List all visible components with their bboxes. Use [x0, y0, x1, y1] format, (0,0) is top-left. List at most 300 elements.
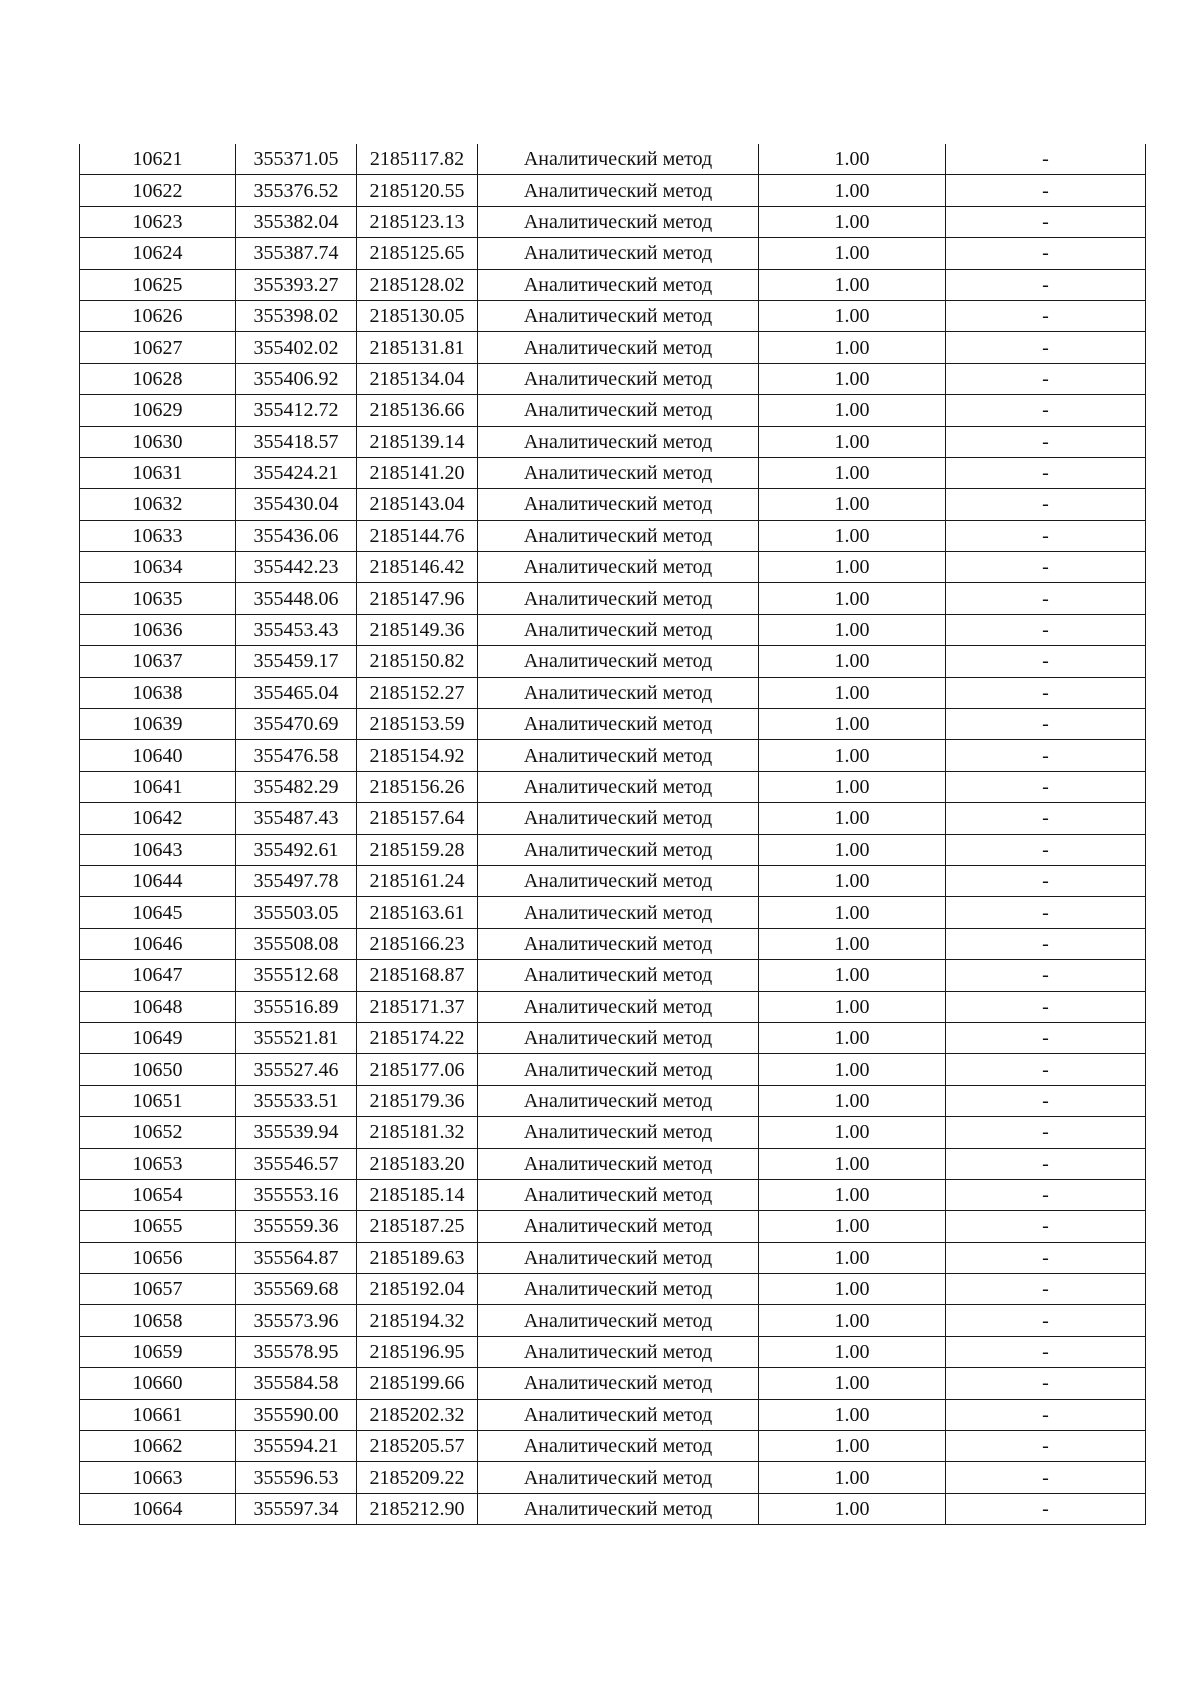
accuracy-cell: 1.00: [759, 1054, 946, 1085]
y-coordinate-cell: 2185179.36: [357, 1085, 478, 1116]
method-cell: Аналитический метод: [478, 238, 759, 269]
point-number-cell: 10651: [80, 1085, 236, 1116]
accuracy-cell: 1.00: [759, 1368, 946, 1399]
x-coordinate-cell: 355418.57: [236, 426, 357, 457]
y-coordinate-cell: 2185131.81: [357, 332, 478, 363]
accuracy-cell: 1.00: [759, 175, 946, 206]
description-cell: -: [946, 426, 1146, 457]
description-cell: -: [946, 300, 1146, 331]
x-coordinate-cell: 355521.81: [236, 1022, 357, 1053]
y-coordinate-cell: 2185177.06: [357, 1054, 478, 1085]
accuracy-cell: 1.00: [759, 1431, 946, 1462]
x-coordinate-cell: 355412.72: [236, 395, 357, 426]
description-cell: -: [946, 269, 1146, 300]
description-cell: -: [946, 1211, 1146, 1242]
accuracy-cell: 1.00: [759, 865, 946, 896]
accuracy-cell: 1.00: [759, 834, 946, 865]
table-row: [80, 1179, 1146, 1210]
method-cell: Аналитический метод: [478, 1085, 759, 1116]
point-number-cell: 10624: [80, 238, 236, 269]
description-cell: -: [946, 677, 1146, 708]
description-cell: -: [946, 1336, 1146, 1367]
x-coordinate-cell: 355436.06: [236, 520, 357, 551]
x-coordinate-cell: 355559.36: [236, 1211, 357, 1242]
x-coordinate-cell: 355402.02: [236, 332, 357, 363]
table-row: [80, 677, 1146, 708]
table-row: [80, 206, 1146, 237]
description-cell: -: [946, 834, 1146, 865]
accuracy-cell: 1.00: [759, 1305, 946, 1336]
table-row: [80, 1117, 1146, 1148]
accuracy-cell: 1.00: [759, 300, 946, 331]
point-number-cell: 10664: [80, 1493, 236, 1524]
point-number-cell: 10641: [80, 771, 236, 802]
description-cell: -: [946, 803, 1146, 834]
table-row: [80, 1054, 1146, 1085]
y-coordinate-cell: 2185171.37: [357, 991, 478, 1022]
description-cell: -: [946, 897, 1146, 928]
method-cell: Аналитический метод: [478, 1431, 759, 1462]
table-row: [80, 1274, 1146, 1305]
description-cell: -: [946, 1148, 1146, 1179]
method-cell: Аналитический метод: [478, 1274, 759, 1305]
accuracy-cell: 1.00: [759, 677, 946, 708]
point-number-cell: 10632: [80, 489, 236, 520]
y-coordinate-cell: 2185196.95: [357, 1336, 478, 1367]
y-coordinate-cell: 2185189.63: [357, 1242, 478, 1273]
description-cell: -: [946, 520, 1146, 551]
accuracy-cell: 1.00: [759, 269, 946, 300]
point-number-cell: 10643: [80, 834, 236, 865]
accuracy-cell: 1.00: [759, 520, 946, 551]
method-cell: Аналитический метод: [478, 865, 759, 896]
point-number-cell: 10630: [80, 426, 236, 457]
method-cell: Аналитический метод: [478, 552, 759, 583]
description-cell: -: [946, 206, 1146, 237]
method-cell: Аналитический метод: [478, 1242, 759, 1273]
method-cell: Аналитический метод: [478, 677, 759, 708]
y-coordinate-cell: 2185150.82: [357, 646, 478, 677]
table-row: [80, 1085, 1146, 1116]
description-cell: -: [946, 1431, 1146, 1462]
point-number-cell: 10623: [80, 206, 236, 237]
method-cell: Аналитический метод: [478, 395, 759, 426]
point-number-cell: 10647: [80, 960, 236, 991]
description-cell: -: [946, 740, 1146, 771]
x-coordinate-cell: 355533.51: [236, 1085, 357, 1116]
description-cell: -: [946, 865, 1146, 896]
x-coordinate-cell: 355470.69: [236, 709, 357, 740]
method-cell: Аналитический метод: [478, 803, 759, 834]
point-number-cell: 10642: [80, 803, 236, 834]
y-coordinate-cell: 2185159.28: [357, 834, 478, 865]
accuracy-cell: 1.00: [759, 646, 946, 677]
accuracy-cell: 1.00: [759, 457, 946, 488]
x-coordinate-cell: 355482.29: [236, 771, 357, 802]
method-cell: Аналитический метод: [478, 1368, 759, 1399]
table-row: [80, 1368, 1146, 1399]
accuracy-cell: 1.00: [759, 1117, 946, 1148]
y-coordinate-cell: 2185212.90: [357, 1493, 478, 1524]
table-row: [80, 457, 1146, 488]
table-row: [80, 991, 1146, 1022]
table-row: [80, 1431, 1146, 1462]
x-coordinate-cell: 355594.21: [236, 1431, 357, 1462]
description-cell: -: [946, 583, 1146, 614]
y-coordinate-cell: 2185120.55: [357, 175, 478, 206]
method-cell: Аналитический метод: [478, 1022, 759, 1053]
table-row: [80, 960, 1146, 991]
method-cell: Аналитический метод: [478, 457, 759, 488]
y-coordinate-cell: 2185187.25: [357, 1211, 478, 1242]
description-cell: -: [946, 1493, 1146, 1524]
accuracy-cell: 1.00: [759, 803, 946, 834]
y-coordinate-cell: 2185185.14: [357, 1179, 478, 1210]
description-cell: -: [946, 175, 1146, 206]
x-coordinate-cell: 355508.08: [236, 928, 357, 959]
y-coordinate-cell: 2185154.92: [357, 740, 478, 771]
x-coordinate-cell: 355393.27: [236, 269, 357, 300]
x-coordinate-cell: 355487.43: [236, 803, 357, 834]
point-number-cell: 10622: [80, 175, 236, 206]
method-cell: Аналитический метод: [478, 1399, 759, 1430]
description-cell: -: [946, 1117, 1146, 1148]
point-number-cell: 10652: [80, 1117, 236, 1148]
x-coordinate-cell: 355453.43: [236, 614, 357, 645]
y-coordinate-cell: 2185181.32: [357, 1117, 478, 1148]
method-cell: Аналитический метод: [478, 489, 759, 520]
description-cell: -: [946, 144, 1146, 175]
method-cell: Аналитический метод: [478, 1148, 759, 1179]
point-number-cell: 10659: [80, 1336, 236, 1367]
y-coordinate-cell: 2185125.65: [357, 238, 478, 269]
y-coordinate-cell: 2185183.20: [357, 1148, 478, 1179]
table-row: [80, 395, 1146, 426]
y-coordinate-cell: 2185141.20: [357, 457, 478, 488]
method-cell: Аналитический метод: [478, 771, 759, 802]
y-coordinate-cell: 2185146.42: [357, 552, 478, 583]
point-number-cell: 10660: [80, 1368, 236, 1399]
y-coordinate-cell: 2185147.96: [357, 583, 478, 614]
y-coordinate-cell: 2185166.23: [357, 928, 478, 959]
method-cell: Аналитический метод: [478, 1493, 759, 1524]
y-coordinate-cell: 2185136.66: [357, 395, 478, 426]
table-row: [80, 552, 1146, 583]
x-coordinate-cell: 355590.00: [236, 1399, 357, 1430]
x-coordinate-cell: 355564.87: [236, 1242, 357, 1273]
table-row: [80, 520, 1146, 551]
description-cell: -: [946, 1399, 1146, 1430]
point-number-cell: 10637: [80, 646, 236, 677]
description-cell: -: [946, 238, 1146, 269]
x-coordinate-cell: 355398.02: [236, 300, 357, 331]
description-cell: -: [946, 1368, 1146, 1399]
description-cell: -: [946, 1022, 1146, 1053]
accuracy-cell: 1.00: [759, 1211, 946, 1242]
table-row: [80, 897, 1146, 928]
y-coordinate-cell: 2185202.32: [357, 1399, 478, 1430]
y-coordinate-cell: 2185128.02: [357, 269, 478, 300]
description-cell: -: [946, 709, 1146, 740]
accuracy-cell: 1.00: [759, 489, 946, 520]
description-cell: -: [946, 552, 1146, 583]
description-cell: -: [946, 1462, 1146, 1493]
y-coordinate-cell: 2185161.24: [357, 865, 478, 896]
y-coordinate-cell: 2185130.05: [357, 300, 478, 331]
x-coordinate-cell: 355539.94: [236, 1117, 357, 1148]
accuracy-cell: 1.00: [759, 144, 946, 175]
table-row: [80, 300, 1146, 331]
table-row: [80, 803, 1146, 834]
accuracy-cell: 1.00: [759, 991, 946, 1022]
point-number-cell: 10661: [80, 1399, 236, 1430]
table-row: [80, 1305, 1146, 1336]
method-cell: Аналитический метод: [478, 897, 759, 928]
x-coordinate-cell: 355492.61: [236, 834, 357, 865]
x-coordinate-cell: 355546.57: [236, 1148, 357, 1179]
x-coordinate-cell: 355424.21: [236, 457, 357, 488]
point-number-cell: 10626: [80, 300, 236, 331]
accuracy-cell: 1.00: [759, 1022, 946, 1053]
method-cell: Аналитический метод: [478, 614, 759, 645]
method-cell: Аналитический метод: [478, 300, 759, 331]
method-cell: Аналитический метод: [478, 1054, 759, 1085]
table-row: [80, 332, 1146, 363]
point-number-cell: 10657: [80, 1274, 236, 1305]
y-coordinate-cell: 2185117.82: [357, 144, 478, 175]
point-number-cell: 10635: [80, 583, 236, 614]
table-row: [80, 1211, 1146, 1242]
method-cell: Аналитический метод: [478, 520, 759, 551]
accuracy-cell: 1.00: [759, 771, 946, 802]
x-coordinate-cell: 355382.04: [236, 206, 357, 237]
accuracy-cell: 1.00: [759, 583, 946, 614]
table-row: [80, 489, 1146, 520]
accuracy-cell: 1.00: [759, 238, 946, 269]
point-number-cell: 10649: [80, 1022, 236, 1053]
table-row: [80, 865, 1146, 896]
method-cell: Аналитический метод: [478, 646, 759, 677]
table-row: [80, 175, 1146, 206]
table-row: [80, 834, 1146, 865]
x-coordinate-cell: 355476.58: [236, 740, 357, 771]
method-cell: Аналитический метод: [478, 1462, 759, 1493]
x-coordinate-cell: 355584.58: [236, 1368, 357, 1399]
x-coordinate-cell: 355553.16: [236, 1179, 357, 1210]
coordinates-table: [79, 144, 1146, 1525]
description-cell: -: [946, 395, 1146, 426]
x-coordinate-cell: 355442.23: [236, 552, 357, 583]
table-row: [80, 771, 1146, 802]
point-number-cell: 10662: [80, 1431, 236, 1462]
y-coordinate-cell: 2185209.22: [357, 1462, 478, 1493]
point-number-cell: 10634: [80, 552, 236, 583]
table-row: [80, 363, 1146, 394]
table-row: [80, 1148, 1146, 1179]
x-coordinate-cell: 355527.46: [236, 1054, 357, 1085]
y-coordinate-cell: 2185174.22: [357, 1022, 478, 1053]
accuracy-cell: 1.00: [759, 1242, 946, 1273]
point-number-cell: 10655: [80, 1211, 236, 1242]
point-number-cell: 10627: [80, 332, 236, 363]
table-row: [80, 269, 1146, 300]
table-row: [80, 238, 1146, 269]
y-coordinate-cell: 2185157.64: [357, 803, 478, 834]
x-coordinate-cell: 355503.05: [236, 897, 357, 928]
accuracy-cell: 1.00: [759, 1493, 946, 1524]
accuracy-cell: 1.00: [759, 897, 946, 928]
x-coordinate-cell: 355512.68: [236, 960, 357, 991]
description-cell: -: [946, 646, 1146, 677]
method-cell: Аналитический метод: [478, 144, 759, 175]
table-row: [80, 1336, 1146, 1367]
y-coordinate-cell: 2185156.26: [357, 771, 478, 802]
description-cell: -: [946, 991, 1146, 1022]
description-cell: -: [946, 1085, 1146, 1116]
description-cell: -: [946, 363, 1146, 394]
y-coordinate-cell: 2185139.14: [357, 426, 478, 457]
table-row: [80, 614, 1146, 645]
x-coordinate-cell: 355465.04: [236, 677, 357, 708]
accuracy-cell: 1.00: [759, 1179, 946, 1210]
method-cell: Аналитический метод: [478, 709, 759, 740]
point-number-cell: 10636: [80, 614, 236, 645]
description-cell: -: [946, 928, 1146, 959]
point-number-cell: 10628: [80, 363, 236, 394]
accuracy-cell: 1.00: [759, 1399, 946, 1430]
description-cell: -: [946, 771, 1146, 802]
accuracy-cell: 1.00: [759, 552, 946, 583]
coordinates-table-body: [80, 144, 1146, 1525]
description-cell: -: [946, 960, 1146, 991]
point-number-cell: 10625: [80, 269, 236, 300]
y-coordinate-cell: 2185152.27: [357, 677, 478, 708]
method-cell: Аналитический метод: [478, 834, 759, 865]
method-cell: Аналитический метод: [478, 1305, 759, 1336]
point-number-cell: 10633: [80, 520, 236, 551]
method-cell: Аналитический метод: [478, 928, 759, 959]
accuracy-cell: 1.00: [759, 395, 946, 426]
x-coordinate-cell: 355569.68: [236, 1274, 357, 1305]
table-row: [80, 1022, 1146, 1053]
accuracy-cell: 1.00: [759, 426, 946, 457]
point-number-cell: 10646: [80, 928, 236, 959]
x-coordinate-cell: 355376.52: [236, 175, 357, 206]
point-number-cell: 10650: [80, 1054, 236, 1085]
point-number-cell: 10638: [80, 677, 236, 708]
method-cell: Аналитический метод: [478, 269, 759, 300]
accuracy-cell: 1.00: [759, 740, 946, 771]
accuracy-cell: 1.00: [759, 1148, 946, 1179]
x-coordinate-cell: 355448.06: [236, 583, 357, 614]
method-cell: Аналитический метод: [478, 206, 759, 237]
y-coordinate-cell: 2185144.76: [357, 520, 478, 551]
point-number-cell: 10645: [80, 897, 236, 928]
description-cell: -: [946, 1274, 1146, 1305]
description-cell: -: [946, 1242, 1146, 1273]
point-number-cell: 10656: [80, 1242, 236, 1273]
method-cell: Аналитический метод: [478, 1211, 759, 1242]
y-coordinate-cell: 2185168.87: [357, 960, 478, 991]
method-cell: Аналитический метод: [478, 1117, 759, 1148]
description-cell: -: [946, 614, 1146, 645]
accuracy-cell: 1.00: [759, 1085, 946, 1116]
method-cell: Аналитический метод: [478, 332, 759, 363]
point-number-cell: 10644: [80, 865, 236, 896]
table-row: [80, 928, 1146, 959]
method-cell: Аналитический метод: [478, 991, 759, 1022]
y-coordinate-cell: 2185199.66: [357, 1368, 478, 1399]
description-cell: -: [946, 1179, 1146, 1210]
x-coordinate-cell: 355371.05: [236, 144, 357, 175]
point-number-cell: 10663: [80, 1462, 236, 1493]
point-number-cell: 10639: [80, 709, 236, 740]
x-coordinate-cell: 355596.53: [236, 1462, 357, 1493]
x-coordinate-cell: 355430.04: [236, 489, 357, 520]
accuracy-cell: 1.00: [759, 332, 946, 363]
x-coordinate-cell: 355516.89: [236, 991, 357, 1022]
point-number-cell: 10631: [80, 457, 236, 488]
description-cell: -: [946, 1305, 1146, 1336]
accuracy-cell: 1.00: [759, 614, 946, 645]
description-cell: -: [946, 489, 1146, 520]
y-coordinate-cell: 2185163.61: [357, 897, 478, 928]
accuracy-cell: 1.00: [759, 363, 946, 394]
point-number-cell: 10654: [80, 1179, 236, 1210]
x-coordinate-cell: 355387.74: [236, 238, 357, 269]
point-number-cell: 10653: [80, 1148, 236, 1179]
method-cell: Аналитический метод: [478, 1179, 759, 1210]
accuracy-cell: 1.00: [759, 960, 946, 991]
table-row: [80, 740, 1146, 771]
method-cell: Аналитический метод: [478, 960, 759, 991]
table-row: [80, 144, 1146, 175]
method-cell: Аналитический метод: [478, 363, 759, 394]
method-cell: Аналитический метод: [478, 1336, 759, 1367]
table-row: [80, 583, 1146, 614]
accuracy-cell: 1.00: [759, 206, 946, 237]
accuracy-cell: 1.00: [759, 1462, 946, 1493]
method-cell: Аналитический метод: [478, 426, 759, 457]
x-coordinate-cell: 355597.34: [236, 1493, 357, 1524]
x-coordinate-cell: 355573.96: [236, 1305, 357, 1336]
y-coordinate-cell: 2185149.36: [357, 614, 478, 645]
accuracy-cell: 1.00: [759, 1274, 946, 1305]
x-coordinate-cell: 355406.92: [236, 363, 357, 394]
table-row: [80, 1493, 1146, 1524]
description-cell: -: [946, 332, 1146, 363]
accuracy-cell: 1.00: [759, 928, 946, 959]
y-coordinate-cell: 2185192.04: [357, 1274, 478, 1305]
table-row: [80, 709, 1146, 740]
table-row: [80, 1242, 1146, 1273]
y-coordinate-cell: 2185123.13: [357, 206, 478, 237]
description-cell: -: [946, 1054, 1146, 1085]
accuracy-cell: 1.00: [759, 709, 946, 740]
table-row: [80, 1399, 1146, 1430]
y-coordinate-cell: 2185134.04: [357, 363, 478, 394]
x-coordinate-cell: 355578.95: [236, 1336, 357, 1367]
method-cell: Аналитический метод: [478, 583, 759, 614]
point-number-cell: 10648: [80, 991, 236, 1022]
accuracy-cell: 1.00: [759, 1336, 946, 1367]
description-cell: -: [946, 457, 1146, 488]
table-row: [80, 426, 1146, 457]
point-number-cell: 10658: [80, 1305, 236, 1336]
y-coordinate-cell: 2185194.32: [357, 1305, 478, 1336]
method-cell: Аналитический метод: [478, 175, 759, 206]
point-number-cell: 10629: [80, 395, 236, 426]
